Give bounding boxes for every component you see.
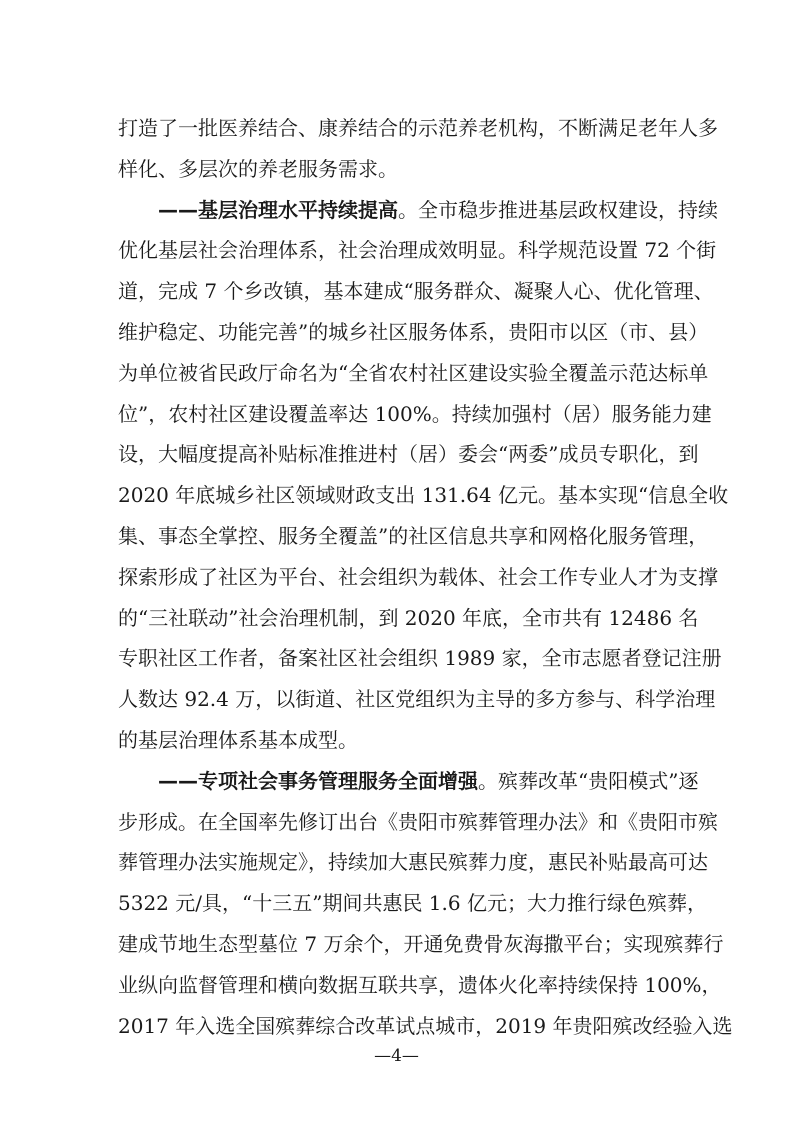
- paragraph-line: [118, 883, 707, 924]
- line-text: 的基层治理体系基本成型。: [118, 727, 358, 752]
- paragraph-line: [118, 394, 712, 435]
- line-text: 设，大幅度提高补贴标准推进村（居）委会“两委”成员专职化，到: [118, 442, 699, 467]
- line-text: 。殡葬改革“贵阳模式”逐: [478, 768, 699, 793]
- line-text: 集、事态全掌控、服务全覆盖”的社区信息共享和网格化服务管理，: [118, 523, 709, 548]
- line-text: 为单位被省民政厅命名为“全省农村社区建设实验全覆盖示范达标单: [118, 360, 709, 385]
- paragraph-line: [118, 312, 709, 353]
- paragraph-line: [118, 679, 716, 720]
- paragraph-line: [118, 638, 722, 679]
- paragraph-line: [118, 271, 714, 312]
- paragraph-line: [118, 149, 678, 190]
- paragraph-line: [118, 108, 718, 149]
- line-text: 。全市稳步推进基层政权建设，持续: [398, 197, 718, 222]
- paragraph-line: [118, 230, 717, 271]
- section-heading: ——基层治理水平持续提高: [158, 197, 398, 222]
- line-text: 人数达 92.4 万，以街道、社区党组织为主导的多方参与、科学治理: [118, 687, 716, 712]
- line-text: 探索形成了社区为平台、社会组织为载体、社会工作专业人才为支撑: [118, 564, 718, 589]
- line-text: 5322 元/具，“十三五”期间共惠民 1.6 亿元；大力推行绿色殡葬，: [118, 891, 707, 916]
- paragraph-line: [118, 761, 699, 802]
- line-text: 建成节地生态型墓位 7 万余个，开通免费骨灰海撒平台；实现殡葬行: [118, 931, 724, 956]
- line-text: 2020 年底城乡社区领域财政支出 131.64 亿元。基本实现“信息全收: [118, 483, 729, 508]
- line-text: 样化、多层次的养老服务需求。: [118, 156, 398, 181]
- paragraph-line: [118, 557, 718, 598]
- paragraph-line: [118, 190, 718, 231]
- paragraph-line: [118, 475, 729, 516]
- page-number: —4—: [374, 1046, 419, 1066]
- paragraph-line: [118, 516, 709, 557]
- paragraph-line: [118, 842, 708, 883]
- paragraph-line: [118, 720, 678, 761]
- line-text: 2017 年入选全国殡葬综合改革试点城市，2019 年贵阳殡改经验入选: [118, 1013, 733, 1038]
- line-text: 步形成。在全国率先修订出台《贵阳市殡葬管理办法》和《贵阳市殡: [118, 809, 718, 834]
- paragraph-line: [118, 965, 722, 1006]
- paragraph-line: [118, 353, 709, 394]
- line-text: 道，完成 7 个乡改镇，基本建成“服务群众、凝聚人心、优化管理、: [118, 279, 714, 304]
- line-text: 维护稳定、功能完善”的城乡社区服务体系，贵阳市以区（市、县）: [118, 319, 709, 344]
- line-text: 位”，农村社区建设覆盖率达 100%。持续加强村（居）服务能力建: [118, 401, 712, 426]
- paragraph-line: [118, 434, 699, 475]
- paragraph-line: [118, 802, 718, 843]
- section-heading: ——专项社会事务管理服务全面增强: [158, 768, 478, 793]
- paragraph-line: [118, 1006, 733, 1047]
- line-text: 打造了一批医养结合、康养结合的示范养老机构，不断满足老年人多: [118, 116, 718, 140]
- line-text: 的“三社联动”社会治理机制，到 2020 年底，全市共有 12486 名: [118, 605, 699, 630]
- paragraph-line: [118, 924, 724, 965]
- line-text: 业纵向监督管理和横向数据互联共享，遗体火化率持续保持 100%，: [118, 972, 722, 997]
- line-text: 葬管理办法实施规定》，持续加大惠民殡葬力度，惠民补贴最高可达: [118, 850, 708, 875]
- line-text: 专职社区工作者，备案社区社会组织 1989 家，全市志愿者登记注册: [118, 646, 722, 671]
- line-text: 优化基层社会治理体系，社会治理成效明显。科学规范设置 72 个街: [118, 238, 717, 263]
- document-body: [118, 108, 733, 1046]
- paragraph-line: [118, 598, 699, 639]
